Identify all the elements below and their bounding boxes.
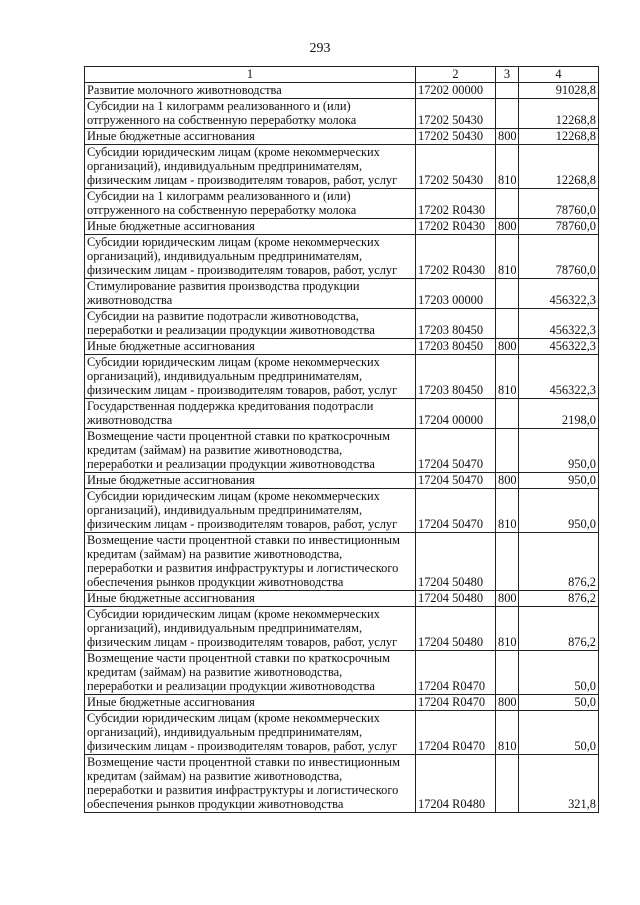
table-row bbox=[85, 189, 599, 219]
row-name-cell bbox=[85, 235, 416, 279]
row-expense-type-cell bbox=[496, 309, 519, 339]
row-name-line: переработки и реализации продукции животноводства bbox=[87, 457, 375, 471]
row-code-cell: 17203 80450 bbox=[416, 355, 496, 399]
row-name-line: организаций), индивидуальным предпринимателям, bbox=[87, 369, 363, 383]
table-row bbox=[85, 607, 599, 651]
row-name-line: кредитам (займам) на развитие животноводства, bbox=[87, 443, 343, 457]
row-code-cell: 17204 R0470 bbox=[416, 695, 496, 711]
row-name-line: Иные бюджетные ассигнования bbox=[87, 339, 255, 353]
row-name-cell bbox=[85, 651, 416, 695]
row-name-cell bbox=[85, 309, 416, 339]
row-name-line: физическим лицам - производителям товаров, работ, услуг bbox=[87, 263, 398, 277]
row-name-line: Субсидии юридическим лицам (кроме некоммерческих bbox=[87, 145, 380, 159]
row-name-cell bbox=[85, 279, 416, 309]
row-name-line: Иные бюджетные ассигнования bbox=[87, 591, 255, 605]
row-amount-cell: 876,2 bbox=[519, 607, 599, 651]
row-amount-cell: 876,2 bbox=[519, 533, 599, 591]
table-row bbox=[85, 355, 599, 399]
row-code-cell: 17202 R0430 bbox=[416, 189, 496, 219]
row-name-line: переработки и развития инфраструктуры и логистического bbox=[87, 783, 399, 797]
row-expense-type-cell bbox=[496, 651, 519, 695]
row-expense-type-cell: 800 bbox=[496, 591, 519, 607]
row-expense-type-cell: 810 bbox=[496, 607, 519, 651]
row-amount-cell: 950,0 bbox=[519, 429, 599, 473]
header-col-1: 1 bbox=[85, 67, 416, 83]
table-row bbox=[85, 279, 599, 309]
row-code-cell: 17202 00000 bbox=[416, 83, 496, 99]
row-name-line: Иные бюджетные ассигнования bbox=[87, 129, 255, 143]
row-expense-type-cell bbox=[496, 189, 519, 219]
table-row bbox=[85, 235, 599, 279]
row-code-cell: 17204 R0470 bbox=[416, 711, 496, 755]
row-code-cell: 17204 00000 bbox=[416, 399, 496, 429]
row-name-line: Возмещение части процентной ставки по инвестиционным bbox=[87, 755, 400, 769]
row-code-cell: 17203 00000 bbox=[416, 279, 496, 309]
row-amount-cell: 50,0 bbox=[519, 695, 599, 711]
row-name-line: организаций), индивидуальным предпринимателям, bbox=[87, 249, 363, 263]
row-name-line: переработки и реализации продукции животноводства bbox=[87, 679, 375, 693]
row-expense-type-cell: 800 bbox=[496, 219, 519, 235]
row-name-line: кредитам (займам) на развитие животноводства, bbox=[87, 665, 343, 679]
row-name-line: отгруженного на собственную переработку молока bbox=[87, 113, 357, 127]
table-row bbox=[85, 399, 599, 429]
row-expense-type-cell bbox=[496, 279, 519, 309]
row-code-cell: 17204 50480 bbox=[416, 533, 496, 591]
row-name-line: физическим лицам - производителям товаров, работ, услуг bbox=[87, 635, 398, 649]
row-amount-cell: 456322,3 bbox=[519, 309, 599, 339]
row-name-line: организаций), индивидуальным предпринимателям, bbox=[87, 159, 363, 173]
header-col-2: 2 bbox=[416, 67, 496, 83]
row-name-line: Субсидии юридическим лицам (кроме некоммерческих bbox=[87, 711, 380, 725]
row-expense-type-cell: 810 bbox=[496, 145, 519, 189]
table-row bbox=[85, 695, 599, 711]
row-name-line: Стимулирование развития производства продукции bbox=[87, 279, 360, 293]
row-name-cell bbox=[85, 339, 416, 355]
row-amount-cell: 876,2 bbox=[519, 591, 599, 607]
row-expense-type-cell: 810 bbox=[496, 711, 519, 755]
table-row bbox=[85, 219, 599, 235]
row-name-cell bbox=[85, 399, 416, 429]
row-expense-type-cell: 810 bbox=[496, 489, 519, 533]
row-amount-cell: 950,0 bbox=[519, 473, 599, 489]
row-code-cell: 17202 50430 bbox=[416, 99, 496, 129]
table-row bbox=[85, 129, 599, 145]
row-code-cell: 17204 50480 bbox=[416, 591, 496, 607]
row-expense-type-cell bbox=[496, 429, 519, 473]
row-name-line: Иные бюджетные ассигнования bbox=[87, 695, 255, 709]
row-name-cell bbox=[85, 711, 416, 755]
row-expense-type-cell bbox=[496, 533, 519, 591]
row-name-cell bbox=[85, 607, 416, 651]
row-name-cell bbox=[85, 99, 416, 129]
budget-table bbox=[84, 66, 599, 813]
row-code-cell: 17204 50470 bbox=[416, 429, 496, 473]
row-name-cell bbox=[85, 145, 416, 189]
row-name-line: физическим лицам - производителям товаров, работ, услуг bbox=[87, 173, 398, 187]
row-expense-type-cell bbox=[496, 755, 519, 813]
table-header-row bbox=[85, 67, 599, 83]
row-amount-cell: 12268,8 bbox=[519, 99, 599, 129]
header-col-4: 4 bbox=[519, 67, 599, 83]
row-name-line: Возмещение части процентной ставки по инвестиционным bbox=[87, 533, 400, 547]
row-amount-cell: 456322,3 bbox=[519, 339, 599, 355]
row-name-line: кредитам (займам) на развитие животноводства, bbox=[87, 769, 343, 783]
table-row bbox=[85, 429, 599, 473]
row-name-cell bbox=[85, 473, 416, 489]
row-expense-type-cell: 800 bbox=[496, 129, 519, 145]
row-name-line: Субсидии юридическим лицам (кроме некоммерческих bbox=[87, 355, 380, 369]
row-name-line: организаций), индивидуальным предпринимателям, bbox=[87, 621, 363, 635]
row-name-line: Субсидии юридическим лицам (кроме некоммерческих bbox=[87, 235, 380, 249]
row-expense-type-cell bbox=[496, 83, 519, 99]
table-row bbox=[85, 145, 599, 189]
row-amount-cell: 78760,0 bbox=[519, 219, 599, 235]
row-name-line: организаций), индивидуальным предпринимателям, bbox=[87, 503, 363, 517]
table-row bbox=[85, 339, 599, 355]
table-row bbox=[85, 711, 599, 755]
row-expense-type-cell: 800 bbox=[496, 473, 519, 489]
row-amount-cell: 456322,3 bbox=[519, 279, 599, 309]
table-row bbox=[85, 533, 599, 591]
row-name-line: Субсидии на развитие подотрасли животноводства, bbox=[87, 309, 359, 323]
row-code-cell: 17203 80450 bbox=[416, 339, 496, 355]
row-name-line: физическим лицам - производителям товаров, работ, услуг bbox=[87, 517, 398, 531]
row-name-cell bbox=[85, 189, 416, 219]
row-name-cell bbox=[85, 695, 416, 711]
row-code-cell: 17202 R0430 bbox=[416, 235, 496, 279]
row-expense-type-cell bbox=[496, 99, 519, 129]
row-name-cell bbox=[85, 355, 416, 399]
table-row bbox=[85, 651, 599, 695]
table-row bbox=[85, 755, 599, 813]
table-row bbox=[85, 83, 599, 99]
row-name-line: обеспечения рынков продукции животноводства bbox=[87, 797, 344, 811]
row-name-line: отгруженного на собственную переработку молока bbox=[87, 203, 357, 217]
row-amount-cell: 78760,0 bbox=[519, 235, 599, 279]
row-name-line: Субсидии юридическим лицам (кроме некоммерческих bbox=[87, 489, 380, 503]
row-name-line: Иные бюджетные ассигнования bbox=[87, 473, 255, 487]
row-name-line: Иные бюджетные ассигнования bbox=[87, 219, 255, 233]
row-code-cell: 17202 50430 bbox=[416, 129, 496, 145]
row-name-cell bbox=[85, 755, 416, 813]
row-expense-type-cell: 800 bbox=[496, 695, 519, 711]
row-amount-cell: 456322,3 bbox=[519, 355, 599, 399]
header-col-3: 3 bbox=[496, 67, 519, 83]
row-name-cell bbox=[85, 591, 416, 607]
row-name-line: физическим лицам - производителям товаров, работ, услуг bbox=[87, 383, 398, 397]
row-amount-cell: 950,0 bbox=[519, 489, 599, 533]
row-name-line: Возмещение части процентной ставки по краткосрочным bbox=[87, 651, 390, 665]
row-name-line: обеспечения рынков продукции животноводства bbox=[87, 575, 344, 589]
row-amount-cell: 50,0 bbox=[519, 651, 599, 695]
page-number: 293 bbox=[309, 41, 331, 56]
row-amount-cell: 12268,8 bbox=[519, 129, 599, 145]
row-name-line: переработки и реализации продукции животноводства bbox=[87, 323, 375, 337]
row-name-line: Развитие молочного животноводства bbox=[87, 83, 282, 97]
row-name-cell bbox=[85, 533, 416, 591]
row-name-line: животноводства bbox=[87, 413, 173, 427]
row-name-line: кредитам (займам) на развитие животноводства, bbox=[87, 547, 343, 561]
row-name-line: Субсидии юридическим лицам (кроме некоммерческих bbox=[87, 607, 380, 621]
row-name-cell bbox=[85, 129, 416, 145]
row-expense-type-cell: 810 bbox=[496, 355, 519, 399]
row-name-line: Субсидии на 1 килограмм реализованного и (или) bbox=[87, 99, 351, 113]
row-name-line: переработки и развития инфраструктуры и логистического bbox=[87, 561, 399, 575]
row-name-line: Государственная поддержка кредитования подотрасли bbox=[87, 399, 374, 413]
row-expense-type-cell: 800 bbox=[496, 339, 519, 355]
row-name-line: Субсидии на 1 килограмм реализованного и (или) bbox=[87, 189, 351, 203]
row-amount-cell: 78760,0 bbox=[519, 189, 599, 219]
row-name-line: животноводства bbox=[87, 293, 173, 307]
row-expense-type-cell: 810 bbox=[496, 235, 519, 279]
row-code-cell: 17204 R0470 bbox=[416, 651, 496, 695]
row-code-cell: 17204 R0480 bbox=[416, 755, 496, 813]
table-row bbox=[85, 591, 599, 607]
row-name-line: Возмещение части процентной ставки по краткосрочным bbox=[87, 429, 390, 443]
row-code-cell: 17204 50470 bbox=[416, 489, 496, 533]
table-row bbox=[85, 309, 599, 339]
table-row bbox=[85, 473, 599, 489]
row-amount-cell: 50,0 bbox=[519, 711, 599, 755]
table-row bbox=[85, 489, 599, 533]
row-name-line: физическим лицам - производителям товаров, работ, услуг bbox=[87, 739, 398, 753]
row-code-cell: 17204 50470 bbox=[416, 473, 496, 489]
row-name-cell bbox=[85, 83, 416, 99]
row-name-cell bbox=[85, 429, 416, 473]
row-name-cell bbox=[85, 219, 416, 235]
row-amount-cell: 91028,8 bbox=[519, 83, 599, 99]
row-code-cell: 17203 80450 bbox=[416, 309, 496, 339]
row-amount-cell: 12268,8 bbox=[519, 145, 599, 189]
row-code-cell: 17202 R0430 bbox=[416, 219, 496, 235]
row-code-cell: 17204 50480 bbox=[416, 607, 496, 651]
table-row bbox=[85, 99, 599, 129]
row-name-cell bbox=[85, 489, 416, 533]
row-expense-type-cell bbox=[496, 399, 519, 429]
row-amount-cell: 321,8 bbox=[519, 755, 599, 813]
row-amount-cell: 2198,0 bbox=[519, 399, 599, 429]
row-code-cell: 17202 50430 bbox=[416, 145, 496, 189]
row-name-line: организаций), индивидуальным предпринимателям, bbox=[87, 725, 363, 739]
